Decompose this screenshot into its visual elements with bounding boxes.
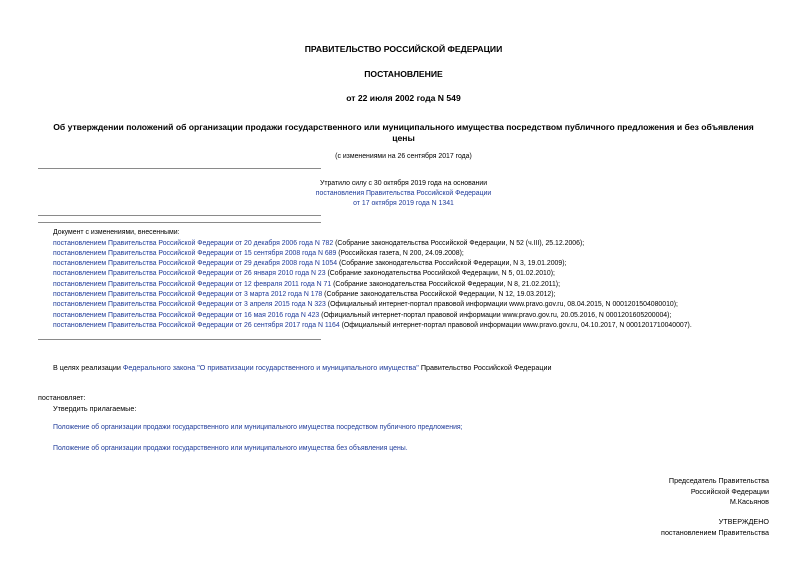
document-date-number: от 22 июля 2002 года N 549 [346,93,461,103]
amendment-link[interactable]: постановлением Правительства Российской Федерации от 26 сентября 2017 года N 1164 [53,322,340,329]
amendment-item [53,240,584,247]
divider [38,215,321,216]
amendment-link[interactable]: постановлением Правительства Российской Федерации от 3 марта 2012 года N 178 [53,291,323,298]
amendment-item [53,322,692,329]
amendment-source: (Собрание законодательства Российской Федерации, N 5, 01.02.2010); [325,270,555,277]
amendment-source: (Официальный интернет-портал правовой информации www.pravo.gov.ru, 20.05.2016, N 0001201605200004); [319,312,672,319]
signature-org: Российской Федерации [690,487,769,496]
expiry-link-line1[interactable]: постановления Правительства Российской Федерации [315,190,492,197]
amendment-item [53,270,555,277]
signature-title: Председатель Правительства [668,476,769,485]
preamble-prefix: В целях реализации [53,363,123,372]
amendment-source: (Официальный интернет-портал правовой информации www.pravo.gov.ru, 04.10.2017, N 0001201710040007). [339,322,692,329]
document-title-line2: цены [392,133,415,143]
amendment-item [53,260,566,267]
resolves-text: постановляет: [38,393,86,402]
expiry-link-line2[interactable]: от 17 октября 2019 года N 1341 [353,200,454,207]
approve-text: Утвердить прилагаемые: [53,404,137,413]
divider [38,339,321,340]
government-heading: ПРАВИТЕЛЬСТВО РОССИЙСКОЙ ФЕДЕРАЦИИ [304,44,503,54]
approved-label: УТВЕРЖДЕНО [718,517,769,526]
amendment-item [53,312,671,319]
amendment-link[interactable]: постановлением Правительства Российской Федерации от 12 февраля 2011 года N 71 [53,281,332,288]
approved-by: постановлением Правительства [661,528,769,537]
signature-name: М.Касьянов [729,497,769,506]
amendment-source: (Собрание законодательства Российской Федерации, N 8, 21.02.2011); [331,281,561,288]
amendment-source: (Официальный интернет-портал правовой информации www.pravo.gov.ru, 08.04.2015, N 0001201504080010); [325,301,678,308]
revision-note: (с изменениями на 26 сентября 2017 года) [335,153,472,160]
amendment-link[interactable]: постановлением Правительства Российской Федерации от 29 декабря 2008 года N 1054 [53,260,338,267]
federal-law-link[interactable]: Федерального закона "О приватизации государственного и муниципального имущества" [122,363,419,372]
amendment-link[interactable]: постановлением Правительства Российской Федерации от 26 января 2010 года N 23 [53,270,326,277]
expiry-note: Утратило силу с 30 октября 2019 года на основании [319,180,488,187]
amendments-intro: Документ с изменениями, внесенными: [53,229,180,236]
amendment-item [53,291,555,298]
regulation-link-no-price[interactable]: Положение об организации продажи государственного или муниципального имущества без объявления цены. [53,445,408,452]
document-title-line1: Об утверждении положений об организации продажи государственного или муниципального имущества посредством публичного предложения и без объявления [53,122,754,132]
amendment-link[interactable]: постановлением Правительства Российской Федерации от 15 сентября 2008 года N 689 [53,250,337,257]
amendment-source: (Собрание законодательства Российской Федерации, N 3, 19.01.2009); [337,260,567,267]
amendment-link[interactable]: постановлением Правительства Российской Федерации от 16 мая 2016 года N 423 [53,312,320,319]
amendment-link[interactable]: постановлением Правительства Российской Федерации от 20 декабря 2006 года N 782 [53,240,334,247]
amendment-source: (Российская газета, N 200, 24.09.2008); [336,250,464,257]
amendment-source: (Собрание законодательства Российской Федерации, N 52 (ч.III), 25.12.2006); [333,240,585,247]
amendment-item [53,250,464,257]
amendment-source: (Собрание законодательства Российской Федерации, N 12, 19.03.2012); [322,291,556,298]
preamble [53,363,552,372]
divider [38,222,321,223]
amendment-item [53,301,678,308]
document-type: ПОСТАНОВЛЕНИЕ [364,69,443,79]
preamble-suffix: Правительство Российской Федерации [418,363,552,372]
amendment-link[interactable]: постановлением Правительства Российской Федерации от 3 апреля 2015 года N 323 [53,301,326,308]
regulation-link-public-offer[interactable]: Положение об организации продажи государственного или муниципального имущества посредством публичного предложения; [53,424,463,431]
divider [38,168,321,169]
amendment-item [53,281,560,288]
